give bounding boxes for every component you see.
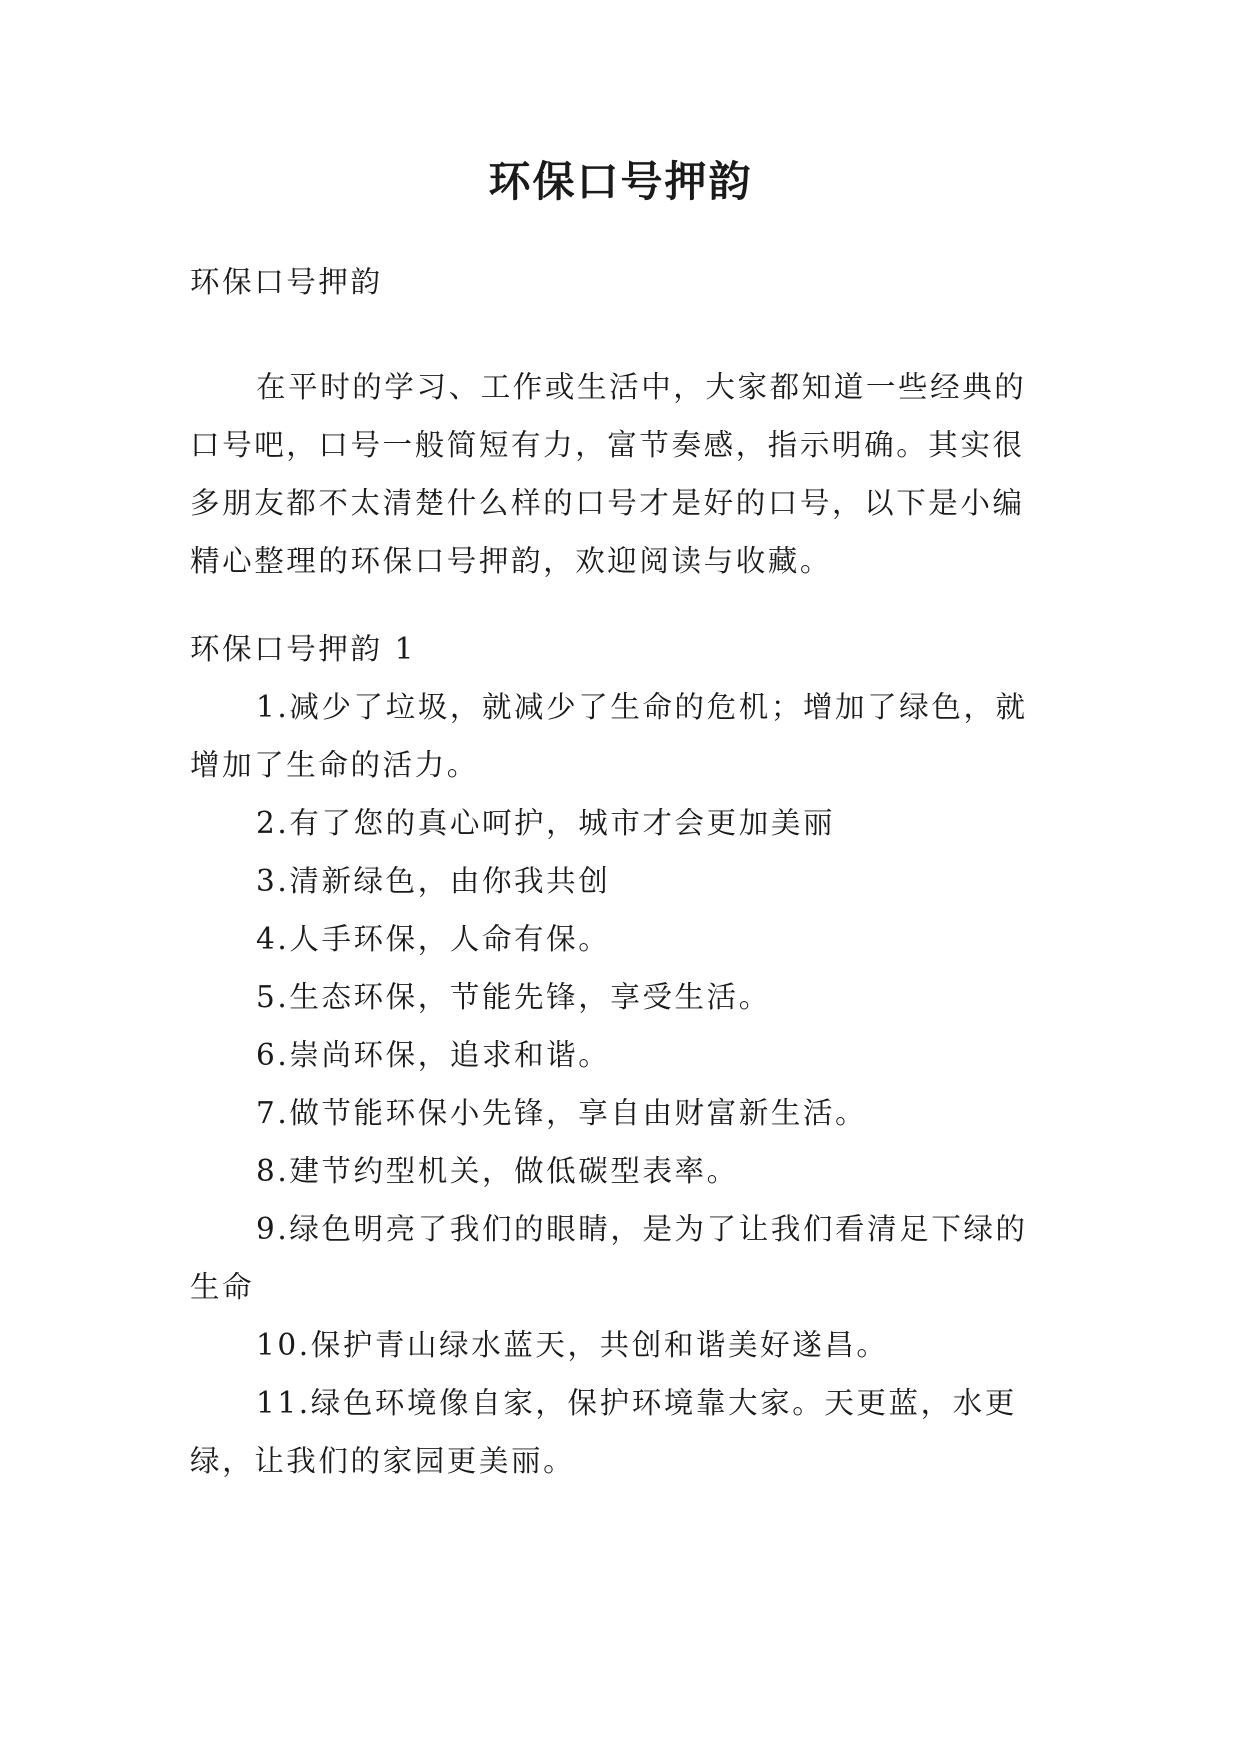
list-item: 10.保护青山绿水蓝天，共创和谐美好遂昌。 xyxy=(256,1328,889,1362)
document-title: 环保口号押韵 xyxy=(488,157,753,206)
list-item: 4.人手环保，人命有保。 xyxy=(256,922,611,956)
intro-line: 精心整理的环保口号押韵，欢迎阅读与收藏。 xyxy=(190,544,833,578)
slogan-section xyxy=(190,620,1050,1490)
section-heading: 环保口号押韵 1 xyxy=(190,632,416,666)
list-item: 3.清新绿色，由你我共创 xyxy=(256,864,611,898)
list-item: 5.生态环保，节能先锋，享受生活。 xyxy=(256,980,771,1014)
intro-line: 口号吧，口号一般简短有力，富节奏感，指示明确。其实很 xyxy=(190,428,1025,462)
list-item: 11.绿色环境像自家，保护环境靠大家。天更蓝，水更 xyxy=(256,1386,1017,1420)
list-item: 9.绿色明亮了我们的眼睛，是为了让我们看清足下绿的 xyxy=(256,1212,1028,1246)
subtitle xyxy=(190,253,1050,311)
intro-line: 多朋友都不太清楚什么样的口号才是好的口号，以下是小编 xyxy=(190,486,1025,520)
intro-line: 在平时的学习、工作或生活中，大家都知道一些经典的 xyxy=(256,370,1027,404)
subtitle-line: 环保口号押韵 xyxy=(190,265,383,299)
list-item-continuation: 生命 xyxy=(190,1270,255,1304)
intro-paragraph xyxy=(190,358,1050,590)
list-item: 8.建节约型机关，做低碳型表率。 xyxy=(256,1154,739,1188)
list-item-continuation: 增加了生命的活力。 xyxy=(190,748,479,782)
list-item: 2.有了您的真心呵护，城市才会更加美丽 xyxy=(256,806,836,840)
list-item: 6.崇尚环保，追求和谐。 xyxy=(256,1038,611,1072)
list-item: 1.减少了垃圾，就减少了生命的危机；增加了绿色，就 xyxy=(256,690,1028,724)
list-item-continuation: 绿，让我们的家园更美丽。 xyxy=(190,1444,576,1478)
list-item: 7.做节能环保小先锋，享自由财富新生活。 xyxy=(256,1096,868,1130)
